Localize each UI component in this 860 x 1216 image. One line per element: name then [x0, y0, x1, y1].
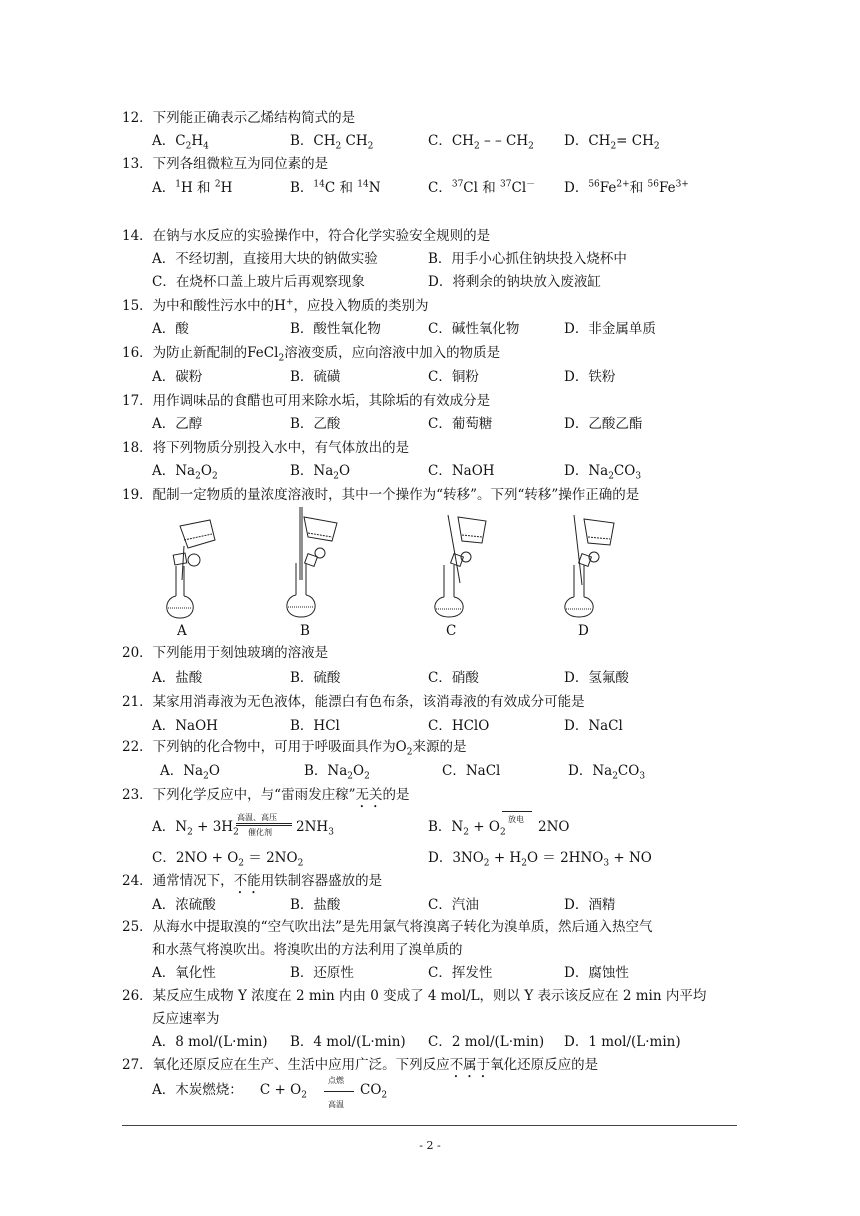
- q24-option-a: A．浓硫酸: [152, 897, 216, 913]
- q13-stem: 13．下列各组微粒互为同位素的是: [122, 156, 329, 172]
- beaker-icon: [180, 520, 215, 548]
- q14-stem: 14．在钠与水反应的实验操作中，符合化学实验安全规则的是: [122, 228, 491, 244]
- q26-stem: 26．某反应生成物 Y 浓度在 2 min 内由 0 变成了 4 mol/L，则以 Y 表示该反应在 2 min 内平均: [122, 988, 707, 1004]
- q16-option-a: A．碳粉: [152, 369, 203, 385]
- q23-a-condition-top: 高温、高压: [237, 813, 277, 822]
- q20-option-a: A．盐酸: [152, 670, 203, 686]
- volumetric-flask-icon: [167, 596, 194, 618]
- q17-stem: 17．用作调味品的食醋也可用来除水垢，其除垢的有效成分是: [122, 393, 491, 409]
- q21-option-b: B．HCl: [290, 718, 340, 734]
- q24-option-c: C．汽油: [428, 897, 479, 913]
- q14-option-a: A．不经切割，直接用大块的钠做实验: [152, 251, 378, 267]
- q14-option-c: C．在烧杯口盖上玻片后再观察现象: [152, 274, 365, 290]
- q26-option-c: C．2 mol/(L·min): [428, 1034, 545, 1050]
- beaker-icon: [304, 517, 337, 541]
- q15-option-a: A．酸: [152, 321, 189, 337]
- q13-option-a: A．$^1$H 和 $^2$H: [152, 179, 233, 196]
- apparatus-label-d: D: [578, 623, 589, 639]
- q21-option-d: D．NaCl: [564, 718, 623, 734]
- q23-a-product: $2NH_3$: [296, 819, 334, 838]
- q25-option-a: A．氧化性: [152, 965, 216, 981]
- q17-option-a: A．乙醇: [152, 416, 203, 432]
- q23-stem: 23．下列化学反应中，与“雷雨发庄稼”无关的是: [122, 787, 410, 803]
- q21-option-c: C．HClO: [428, 718, 490, 734]
- q12-option-a: A．$C_2H_4$: [152, 133, 209, 152]
- footer-divider: [122, 1125, 737, 1126]
- apparatus-d-diagram: [560, 513, 630, 620]
- apparatus-c-diagram: [430, 513, 500, 620]
- q15-option-d: D．非金属单质: [564, 321, 656, 337]
- q13-option-d: D．$^{56}Fe^{2+}$和 $^{56}Fe^{3+}$: [564, 179, 689, 196]
- q15-stem: 15．为中和酸性污水中的H+，应投入物质的类别为: [122, 297, 429, 314]
- apparatus-label-c: C: [446, 623, 457, 639]
- q15-option-b: B．酸性氧化物: [290, 321, 381, 337]
- q23-a-reversible-arrow: [236, 823, 292, 824]
- q27-option-a: A．木炭燃烧： $C + O_2$: [152, 1082, 307, 1101]
- q21-stem: 21．某家用消毒液为无色液体，能漂白有色布条，该消毒液的有效成分可能是: [122, 694, 585, 710]
- q27-a-product: $CO_2$: [360, 1082, 388, 1101]
- beaker-icon: [458, 517, 486, 543]
- q13-option-b: B．$^{14}$C 和 $^{14}$N: [290, 179, 381, 196]
- q13-option-c: C．$^{37}$Cl 和 $^{37}$Cl－: [428, 179, 536, 196]
- q24-option-b: B．盐酸: [290, 897, 341, 913]
- q26-option-b: B．4 mol/(L·min): [290, 1034, 406, 1050]
- q23-option-b: B．$N_2 + O_2$: [428, 819, 506, 838]
- q24-option-d: D．酒精: [564, 897, 616, 913]
- q18-option-c: C．NaOH: [428, 463, 495, 479]
- q27-stem: 27．氧化还原反应在生产、生活中应用广泛。下列反应不属于氧化还原反应的是: [122, 1057, 599, 1073]
- q19-stem: 19．配制一定物质的量浓度溶液时，其中一个操作为“转移”。下列“转移”操作正确的是: [122, 487, 640, 503]
- volumetric-flask-icon: [565, 597, 593, 617]
- q26-stem-continued: 反应速率为: [152, 1011, 220, 1027]
- q18-option-b: B．$Na_2O$: [290, 463, 351, 482]
- q22-option-a: A．$Na_2O$: [160, 763, 220, 782]
- q23-b-condition: 放电: [508, 815, 524, 824]
- q25-option-d: D．腐蚀性: [564, 965, 629, 981]
- q23-b-product: 2NO: [538, 819, 570, 835]
- q18-option-d: D．$Na_2CO_3$: [564, 463, 642, 482]
- q20-stem: 20．下列能用于刻蚀玻璃的溶液是: [122, 645, 329, 661]
- q24-stem: 24．通常情况下，不能用铁制容器盛放的是: [122, 873, 383, 889]
- q23-b-arrow: [502, 811, 532, 812]
- q25-stem-continued: 和水蒸气将溴吹出。将溴吹出的方法利用了溴单质的: [152, 942, 463, 958]
- q20-option-c: C．硝酸: [428, 670, 479, 686]
- q17-option-d: D．乙酸乙酯: [564, 416, 643, 432]
- q12-option-c: C．$CH_2$ – – $CH_2$: [428, 133, 534, 152]
- q16-stem: 16．为防止新配制的FeCl$_2$溶液变质，应向溶液中加入的物质是: [122, 345, 501, 364]
- q27-a-condition-top: 点燃: [328, 1076, 344, 1085]
- q18-option-a: A．$Na_2O_2$: [152, 463, 218, 482]
- q22-option-d: D．$Na_2CO_3$: [568, 763, 646, 782]
- q12-stem: 12．下列能正确表示乙烯结构简式的是: [122, 110, 356, 126]
- q27-a-condition-bottom: 高温: [328, 1100, 344, 1109]
- q21-option-a: A．NaOH: [152, 718, 218, 734]
- page-number: - 2 -: [419, 1139, 441, 1152]
- q22-option-b: B．$Na_2O_2$: [304, 763, 370, 782]
- volumetric-flask-icon: [287, 595, 315, 617]
- q23-option-d: D．$3NO_2 + H_2O = 2HNO_3$ + NO: [428, 850, 652, 869]
- apparatus-a-diagram: [160, 518, 230, 620]
- q16-option-d: D．铁粉: [564, 369, 616, 385]
- q26-option-a: A．8 mol/(L·min): [152, 1034, 268, 1050]
- q26-option-d: D．1 mol/(L·min): [564, 1034, 681, 1050]
- q12-option-d: D．$CH_2= CH_2$: [564, 133, 660, 152]
- volumetric-flask-icon: [435, 597, 463, 617]
- beaker-icon: [584, 519, 614, 545]
- apparatus-b-diagram: [282, 505, 352, 620]
- q23-a-condition-bottom: 催化剂: [248, 828, 272, 837]
- q15-option-c: C．碱性氧化物: [428, 321, 520, 337]
- apparatus-label-b: B: [300, 623, 310, 639]
- q22-stem: 22．下列钠的化合物中，可用于呼吸面具作为$O_2$来源的是: [122, 739, 467, 758]
- q17-option-c: C．葡萄糖: [428, 416, 493, 432]
- q20-option-b: B．硫酸: [290, 670, 341, 686]
- q18-stem: 18．将下列物质分别投入水中，有气体放出的是: [122, 440, 410, 456]
- q23-option-a: A．$N_2 + 3H_2$: [152, 819, 239, 838]
- q12-option-b: B．$CH_2$ $CH_2$: [290, 133, 374, 152]
- q23-option-c: C．$2NO + O_2 = 2NO_2$: [152, 850, 304, 869]
- q14-option-d: D．将剩余的钠块放入废液缸: [428, 274, 601, 290]
- q25-option-c: C．挥发性: [428, 965, 493, 981]
- q25-option-b: B．还原性: [290, 965, 354, 981]
- q22-option-c: C．NaCl: [442, 763, 501, 779]
- q16-option-c: C．铜粉: [428, 369, 479, 385]
- q16-option-b: B．硫磺: [290, 369, 341, 385]
- q17-option-b: B．乙酸: [290, 416, 341, 432]
- q25-stem: 25．从海水中提取溴的“空气吹出法”是先用氯气将溴离子转化为溴单质，然后通入热空气: [122, 919, 653, 935]
- apparatus-label-a: A: [177, 623, 187, 639]
- q14-option-b: B．用手小心抓住钠块投入烧杯中: [428, 251, 627, 267]
- q27-a-arrow: [324, 1091, 354, 1092]
- q20-option-d: D．氢氟酸: [564, 670, 629, 686]
